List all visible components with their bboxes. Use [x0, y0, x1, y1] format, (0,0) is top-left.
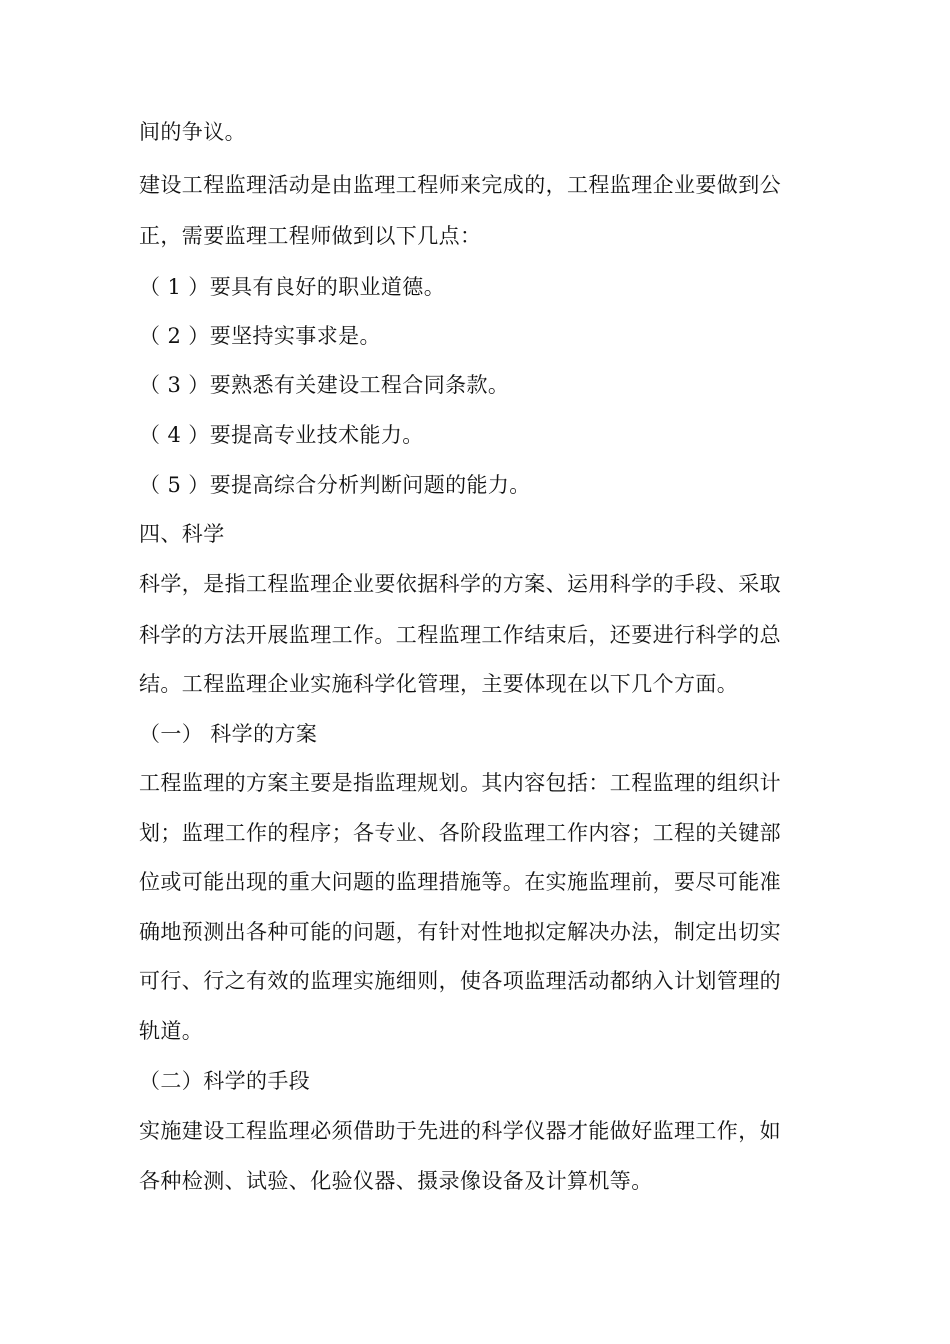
- text-line: 实施建设工程监理必须借助于先进的科学仪器才能做好监理工作，如: [139, 1119, 781, 1143]
- text-line: 工程监理的方案主要是指监理规划。其内容包括：工程监理的组织计: [139, 771, 781, 795]
- text-line: 建设工程监理活动是由监理工程师来完成的，工程监理企业要做到公: [139, 173, 781, 197]
- section-heading: 四、科学: [139, 522, 225, 546]
- text-line: 确地预测出各种可能的问题，有针对性地拟定解决办法，制定出切实: [139, 920, 781, 944]
- text-line: 正，需要监理工程师做到以下几点：: [139, 224, 482, 248]
- list-item: （ 2 ）要坚持实事求是。: [139, 324, 381, 348]
- text-line: 间的争议。: [139, 120, 246, 144]
- text-line: 结。工程监理企业实施科学化管理，主要体现在以下几个方面。: [139, 672, 739, 696]
- list-item: （ 3 ）要熟悉有关建设工程合同条款。: [139, 373, 510, 397]
- text-line: 各种检测、试验、化验仪器、摄录像设备及计算机等。: [139, 1169, 653, 1193]
- text-line: 可行、行之有效的监理实施细则，使各项监理活动都纳入计划管理的: [139, 969, 781, 993]
- text-line: 科学，是指工程监理企业要依据科学的方案、运用科学的手段、采取: [139, 572, 781, 596]
- list-item: （ 1 ）要具有良好的职业道德。: [139, 275, 446, 299]
- subsection-heading: （一） 科学的方案: [139, 722, 318, 746]
- text-line: 科学的方法开展监理工作。工程监理工作结束后，还要进行科学的总: [139, 623, 781, 647]
- list-item: （ 4 ）要提高专业技术能力。: [139, 423, 424, 447]
- text-line: 位或可能出现的重大问题的监理措施等。在实施监理前，要尽可能准: [139, 870, 781, 894]
- subsection-heading: （二）科学的手段: [139, 1069, 311, 1093]
- text-line: 划；监理工作的程序；各专业、各阶段监理工作内容；工程的关键部: [139, 821, 781, 845]
- list-item: （ 5 ）要提高综合分析判断问题的能力。: [139, 473, 531, 497]
- text-line: 轨道。: [139, 1019, 204, 1043]
